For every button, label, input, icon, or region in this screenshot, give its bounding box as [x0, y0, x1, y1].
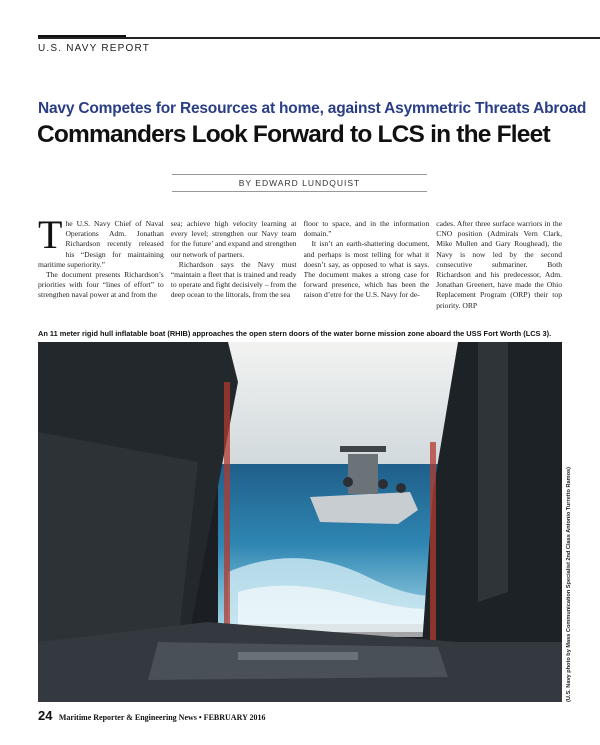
body-column-2	[171, 219, 297, 311]
article-photo	[38, 342, 562, 702]
article-body	[38, 219, 562, 314]
body-column-1	[38, 219, 164, 311]
photo-caption: An 11 meter rigid hull inflatable boat (RHIB) approaches the open stern doors of the water borne mission zone aboard the USS Fort Worth (LCS 3).	[38, 329, 552, 338]
body-column-3	[304, 219, 430, 311]
body-paragraph: Richardson says the Navy must “maintain a fleet that is trained and ready to operate and fight decisively – from the deep ocean to the littorals, from the sea	[170, 259, 297, 300]
drop-cap: T	[38, 219, 63, 257]
page-number: 24	[38, 708, 53, 723]
body-paragraph: It isn’t an earth-shattering document, and perhaps is most telling for what it doesn’t say, as opposed to what is says. The document makes a strong case for forward presence, which has been the raison d’etre for the U.S. Navy for de-	[303, 239, 430, 300]
body-paragraph: sea; achieve high velocity learning at every level; strengthen our Navy team for the future’ and expand and strengthen our network of partners.	[170, 219, 297, 259]
publication-line: Maritime Reporter & Engineering News • FEBRUARY 2016	[58, 713, 266, 722]
top-rule	[38, 37, 600, 39]
photo-credit: (U.S. Navy photo by Mass Communication Specialist 2nd Class Antonio Turretto Ramos)	[566, 467, 572, 702]
byline-rule-bottom	[172, 191, 427, 192]
page-footer	[38, 708, 266, 723]
body-paragraph	[38, 219, 164, 270]
body-column-4	[436, 219, 562, 311]
body-paragraph: The document presents Richardson’s priorities with four “lines of effort” to strengthen naval power at and from the	[38, 270, 164, 300]
body-paragraph: floor to space, and in the information domain.”	[303, 219, 430, 239]
article-kicker: Navy Competes for Resources at home, against Asymmetric Threats Abroad	[38, 100, 587, 117]
byline-rule-top	[172, 174, 427, 175]
article-headline: Commanders Look Forward to LCS in the Fleet	[37, 121, 550, 148]
section-label: U.S. NAVY REPORT	[38, 43, 151, 54]
body-paragraph: cades. After three surface warriors in the CNO position (Admirals Vern Clark, Mike Mullen and Gary Roughead), the Navy is now led by the second consecutive submariner. Both Richardson and his predecessor, Adm. Jonathan Greenert, have made the Ohio Replacement Program (ORP) their top priority. ORP	[436, 219, 562, 310]
paragraph-text: he U.S. Navy Chief of Naval Operations Adm. Jonathan Richardson recently released his “Design for maintaining maritime superiority.”	[38, 219, 164, 269]
photo-illustration	[38, 342, 562, 702]
byline: BY EDWARD LUNDQUIST	[238, 178, 361, 188]
